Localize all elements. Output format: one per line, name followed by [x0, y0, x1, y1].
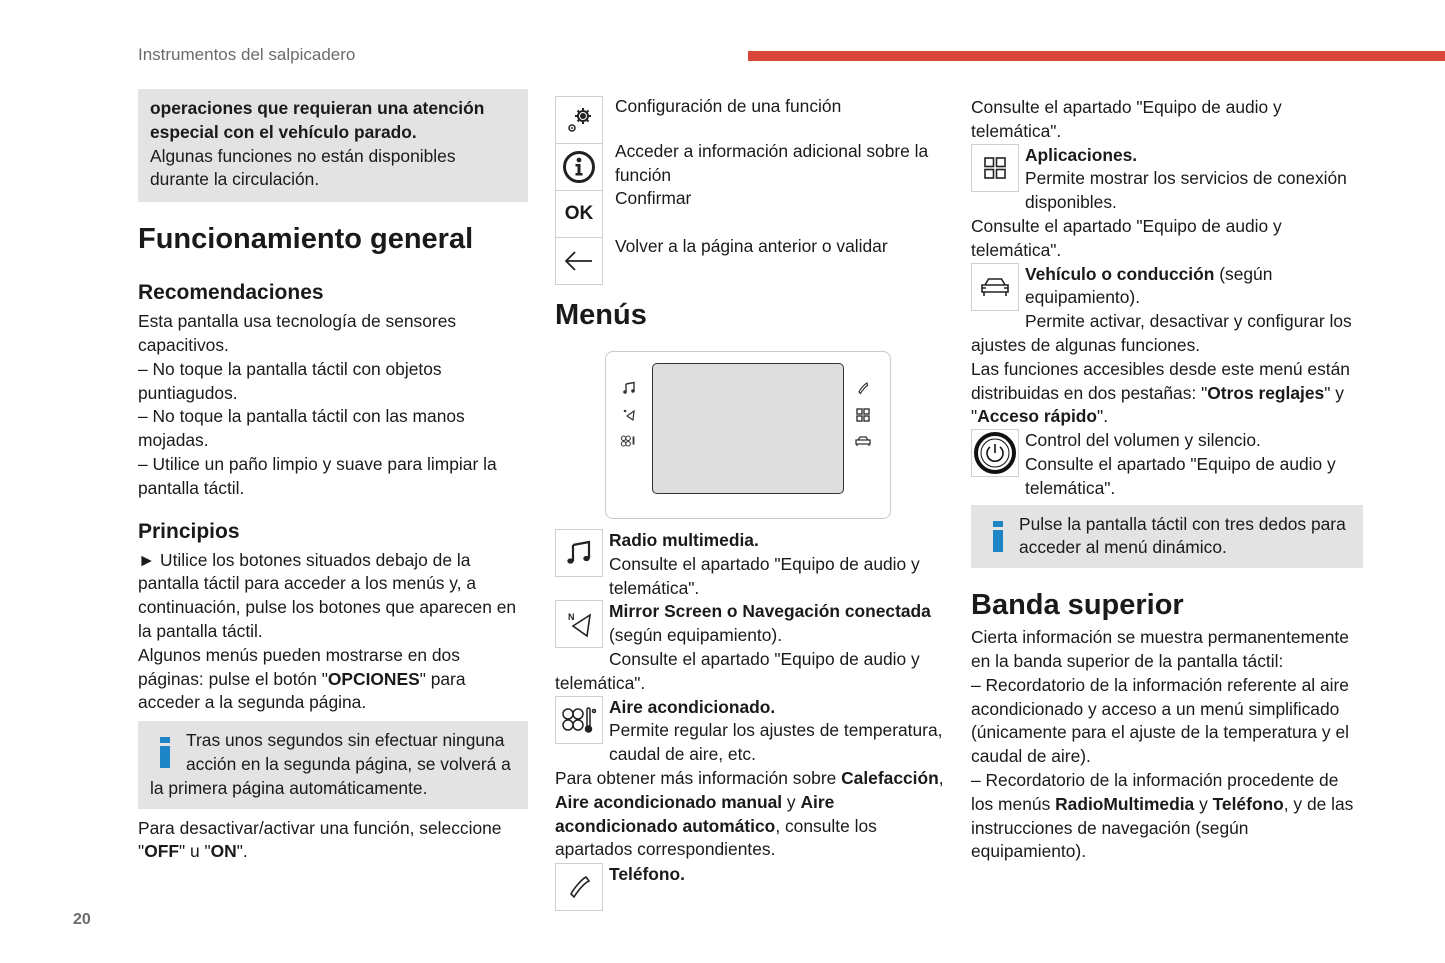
vehicle-text: Permite activar, desactivar y configurar los ajustes de algunas funciones. — [971, 311, 1352, 355]
section-title-menus: Menús — [555, 299, 647, 331]
principles-pages-text — [138, 644, 528, 715]
column-3 — [971, 96, 1363, 864]
text-fragment: Para obtener más información sobre — [555, 767, 842, 788]
phone-icon — [555, 863, 603, 911]
text-fragment: – Recordatorio de la información procedente de los menús — [971, 769, 1339, 814]
menu-item-apps — [971, 144, 1363, 215]
principles-step: ► Utilice los botones situados debajo de la pantalla táctil para acceder a los menús y, a continuación, pulse los botones que aparecen en la pantalla táctil. — [138, 549, 517, 641]
menu-title-radio: Radio multimedia. — [609, 530, 759, 550]
info-box-text: Tras unos segundos sin efectuar ninguna acción en la segunda página, se volverá a la primera página automáticamente. — [150, 730, 511, 798]
menu-item-mirror-screen — [555, 600, 947, 695]
function-icon-list — [555, 96, 947, 284]
menu-text-radio: Consulte el apartado "Equipo de audio y telemática". — [609, 553, 920, 598]
text-fragment: Algunos menús pueden mostrarse en dos páginas: pulse el botón " — [138, 644, 460, 689]
warning-box — [138, 89, 528, 202]
ref-aire-manual: Aire acondicionado manual — [555, 791, 783, 812]
info-box-text: Pulse la pantalla táctil con tres dedos para acceder al menú dinámico. — [1019, 513, 1346, 558]
gears-icon — [555, 96, 603, 144]
menu-item-aircon — [555, 696, 947, 767]
function-label: Confirmar — [615, 188, 692, 208]
recommendations-intro: Esta pantalla usa tecnología de sensores capacitivos. — [138, 311, 457, 355]
text-fragment: " y " — [971, 382, 1344, 427]
navigation-icon — [555, 600, 603, 648]
text-fragment: " u " — [178, 841, 211, 862]
menu-text-volume: Consulte el apartado "Equipo de audio y telemática". — [1025, 453, 1336, 498]
apps-grid-icon — [971, 144, 1019, 192]
apps-reference: Consulte el apartado "Equipo de audio y telemática". — [971, 215, 1282, 260]
fan-thermometer-icon — [555, 696, 603, 744]
section-title-banda-superior: Banda superior — [971, 589, 1184, 622]
apps-grid-icon — [854, 406, 872, 424]
touchscreen-display — [652, 363, 844, 494]
tab-otros-reglajes: Otros reglajes — [1207, 382, 1325, 403]
text-fragment: , — [938, 767, 944, 788]
function-item-back — [555, 237, 947, 284]
warning-bold-text: operaciones que requieran una atención especial con el vehículo parado. — [150, 98, 485, 142]
text-fragment: " para acceder a la segunda página. — [138, 668, 466, 713]
warning-text: Algunas funciones no están disponibles durante la circulación. — [150, 145, 456, 190]
subsection-title-recomendaciones: Recomendaciones — [138, 281, 324, 305]
car-icon — [854, 432, 872, 450]
section-title-funcionamiento: Funcionamiento general — [138, 223, 474, 256]
ref-telefono: Teléfono — [1212, 793, 1284, 814]
menu-text-apps: Permite mostrar los servicios de conexión disponibles. — [1025, 168, 1347, 213]
function-item-confirm — [555, 190, 947, 237]
function-label: Volver a la página anterior o validar — [615, 236, 888, 256]
running-header-title: Instrumentos del salpicadero — [138, 45, 356, 64]
phone-icon — [854, 379, 872, 397]
text-fragment: ". — [236, 841, 248, 862]
header-accent-bar — [748, 51, 1445, 61]
column-1 — [138, 89, 528, 864]
menu-item-radio — [555, 529, 947, 600]
ref-radiomultimedia: RadioMultimedia — [1055, 793, 1195, 814]
menu-note-mirror: (según equipamiento). — [609, 625, 783, 646]
text-fragment: y — [782, 791, 801, 812]
function-label: Configuración de una función — [615, 96, 842, 116]
text-fragment: , y de las instrucciones de navegación (según equipamiento). — [971, 793, 1354, 862]
touchscreen-figure — [605, 351, 891, 519]
text-fragment: y — [1194, 793, 1213, 814]
info-icon — [993, 521, 1005, 555]
opciones-label: OPCIONES — [327, 668, 420, 689]
info-icon — [160, 737, 172, 771]
toggle-instruction — [138, 817, 528, 865]
fan-thermometer-icon — [620, 432, 638, 450]
menu-text-mirror: Consulte el apartado "Equipo de audio y telemática". — [555, 648, 920, 693]
banda-item: – Recordatorio de la información referente al aire acondicionado y acceso a un menú simplificado (únicamente para el ajuste de la temperatura y el caudal de aire). — [971, 674, 1349, 767]
subsection-title-principios: Principios — [138, 519, 240, 543]
arrow-left-icon — [555, 237, 603, 285]
text-fragment: Las funciones accesibles desde este menú están distribuidas en dos pestañas: " — [971, 358, 1350, 403]
vehicle-tabs-text — [971, 358, 1363, 429]
power-volume-knob-icon — [971, 429, 1019, 477]
phone-reference: Consulte el apartado "Equipo de audio y telemática". — [971, 97, 1282, 141]
ref-aire-automatico: Aire acondicionado automático — [555, 791, 835, 836]
music-note-icon — [555, 529, 603, 577]
banda-intro: Cierta información se muestra permanentemente en la banda superior de la pantalla táctil: — [971, 627, 1349, 671]
info-box-second-page — [138, 721, 528, 808]
menu-title-volume: Control del volumen y silencio. — [1025, 430, 1261, 451]
text-fragment: ". — [1097, 406, 1109, 427]
menu-item-volume — [971, 429, 1363, 500]
function-label: Acceder a información adicional sobre la función — [615, 141, 929, 185]
tab-acceso-rapido: Acceso rápido — [977, 406, 1098, 427]
menu-title-phone: Teléfono. — [609, 864, 685, 885]
menu-text-aircon: Permite regular los ajustes de temperatura, caudal de aire, etc. — [609, 720, 943, 765]
banda-item — [971, 769, 1363, 864]
ref-calefaccion: Calefacción — [841, 767, 939, 788]
menu-item-vehicle — [971, 263, 1363, 311]
menu-title-apps: Aplicaciones. — [1025, 144, 1138, 165]
ok-icon — [555, 190, 603, 238]
on-label: ON — [210, 841, 237, 862]
recommendation-item: – No toque la pantalla táctil con las manos mojadas. — [138, 406, 465, 451]
svg-text:N: N — [568, 612, 575, 623]
car-icon — [971, 263, 1019, 311]
menu-title-mirror: Mirror Screen o Navegación conectada — [609, 601, 931, 622]
info-box-three-fingers — [971, 505, 1363, 569]
text-fragment: Para desactivar/activar una función, seleccione " — [138, 817, 502, 862]
menu-title-aircon: Aire acondicionado. — [609, 696, 776, 717]
page-number: 20 — [73, 911, 91, 928]
ok-glyph: OK — [564, 203, 594, 225]
menu-item-phone — [555, 863, 947, 910]
function-item-info — [555, 143, 947, 190]
aircon-more-info — [555, 767, 947, 862]
column-2 — [555, 96, 947, 911]
recommendation-item: – Utilice un paño limpio y suave para limpiar la pantalla táctil. — [138, 453, 497, 498]
navigation-icon — [620, 406, 638, 424]
recommendation-item: – No toque la pantalla táctil con objetos puntiagudos. — [138, 358, 442, 403]
menu-note-vehicle: (según equipamiento). — [1025, 263, 1273, 308]
text-fragment: , consulte los apartados correspondientes. — [555, 815, 877, 860]
music-note-icon — [620, 379, 638, 397]
function-item-config — [555, 96, 947, 143]
info-circle-icon — [555, 143, 603, 191]
menu-title-vehicle: Vehículo o conducción — [1025, 263, 1215, 284]
off-label: OFF — [144, 841, 179, 862]
